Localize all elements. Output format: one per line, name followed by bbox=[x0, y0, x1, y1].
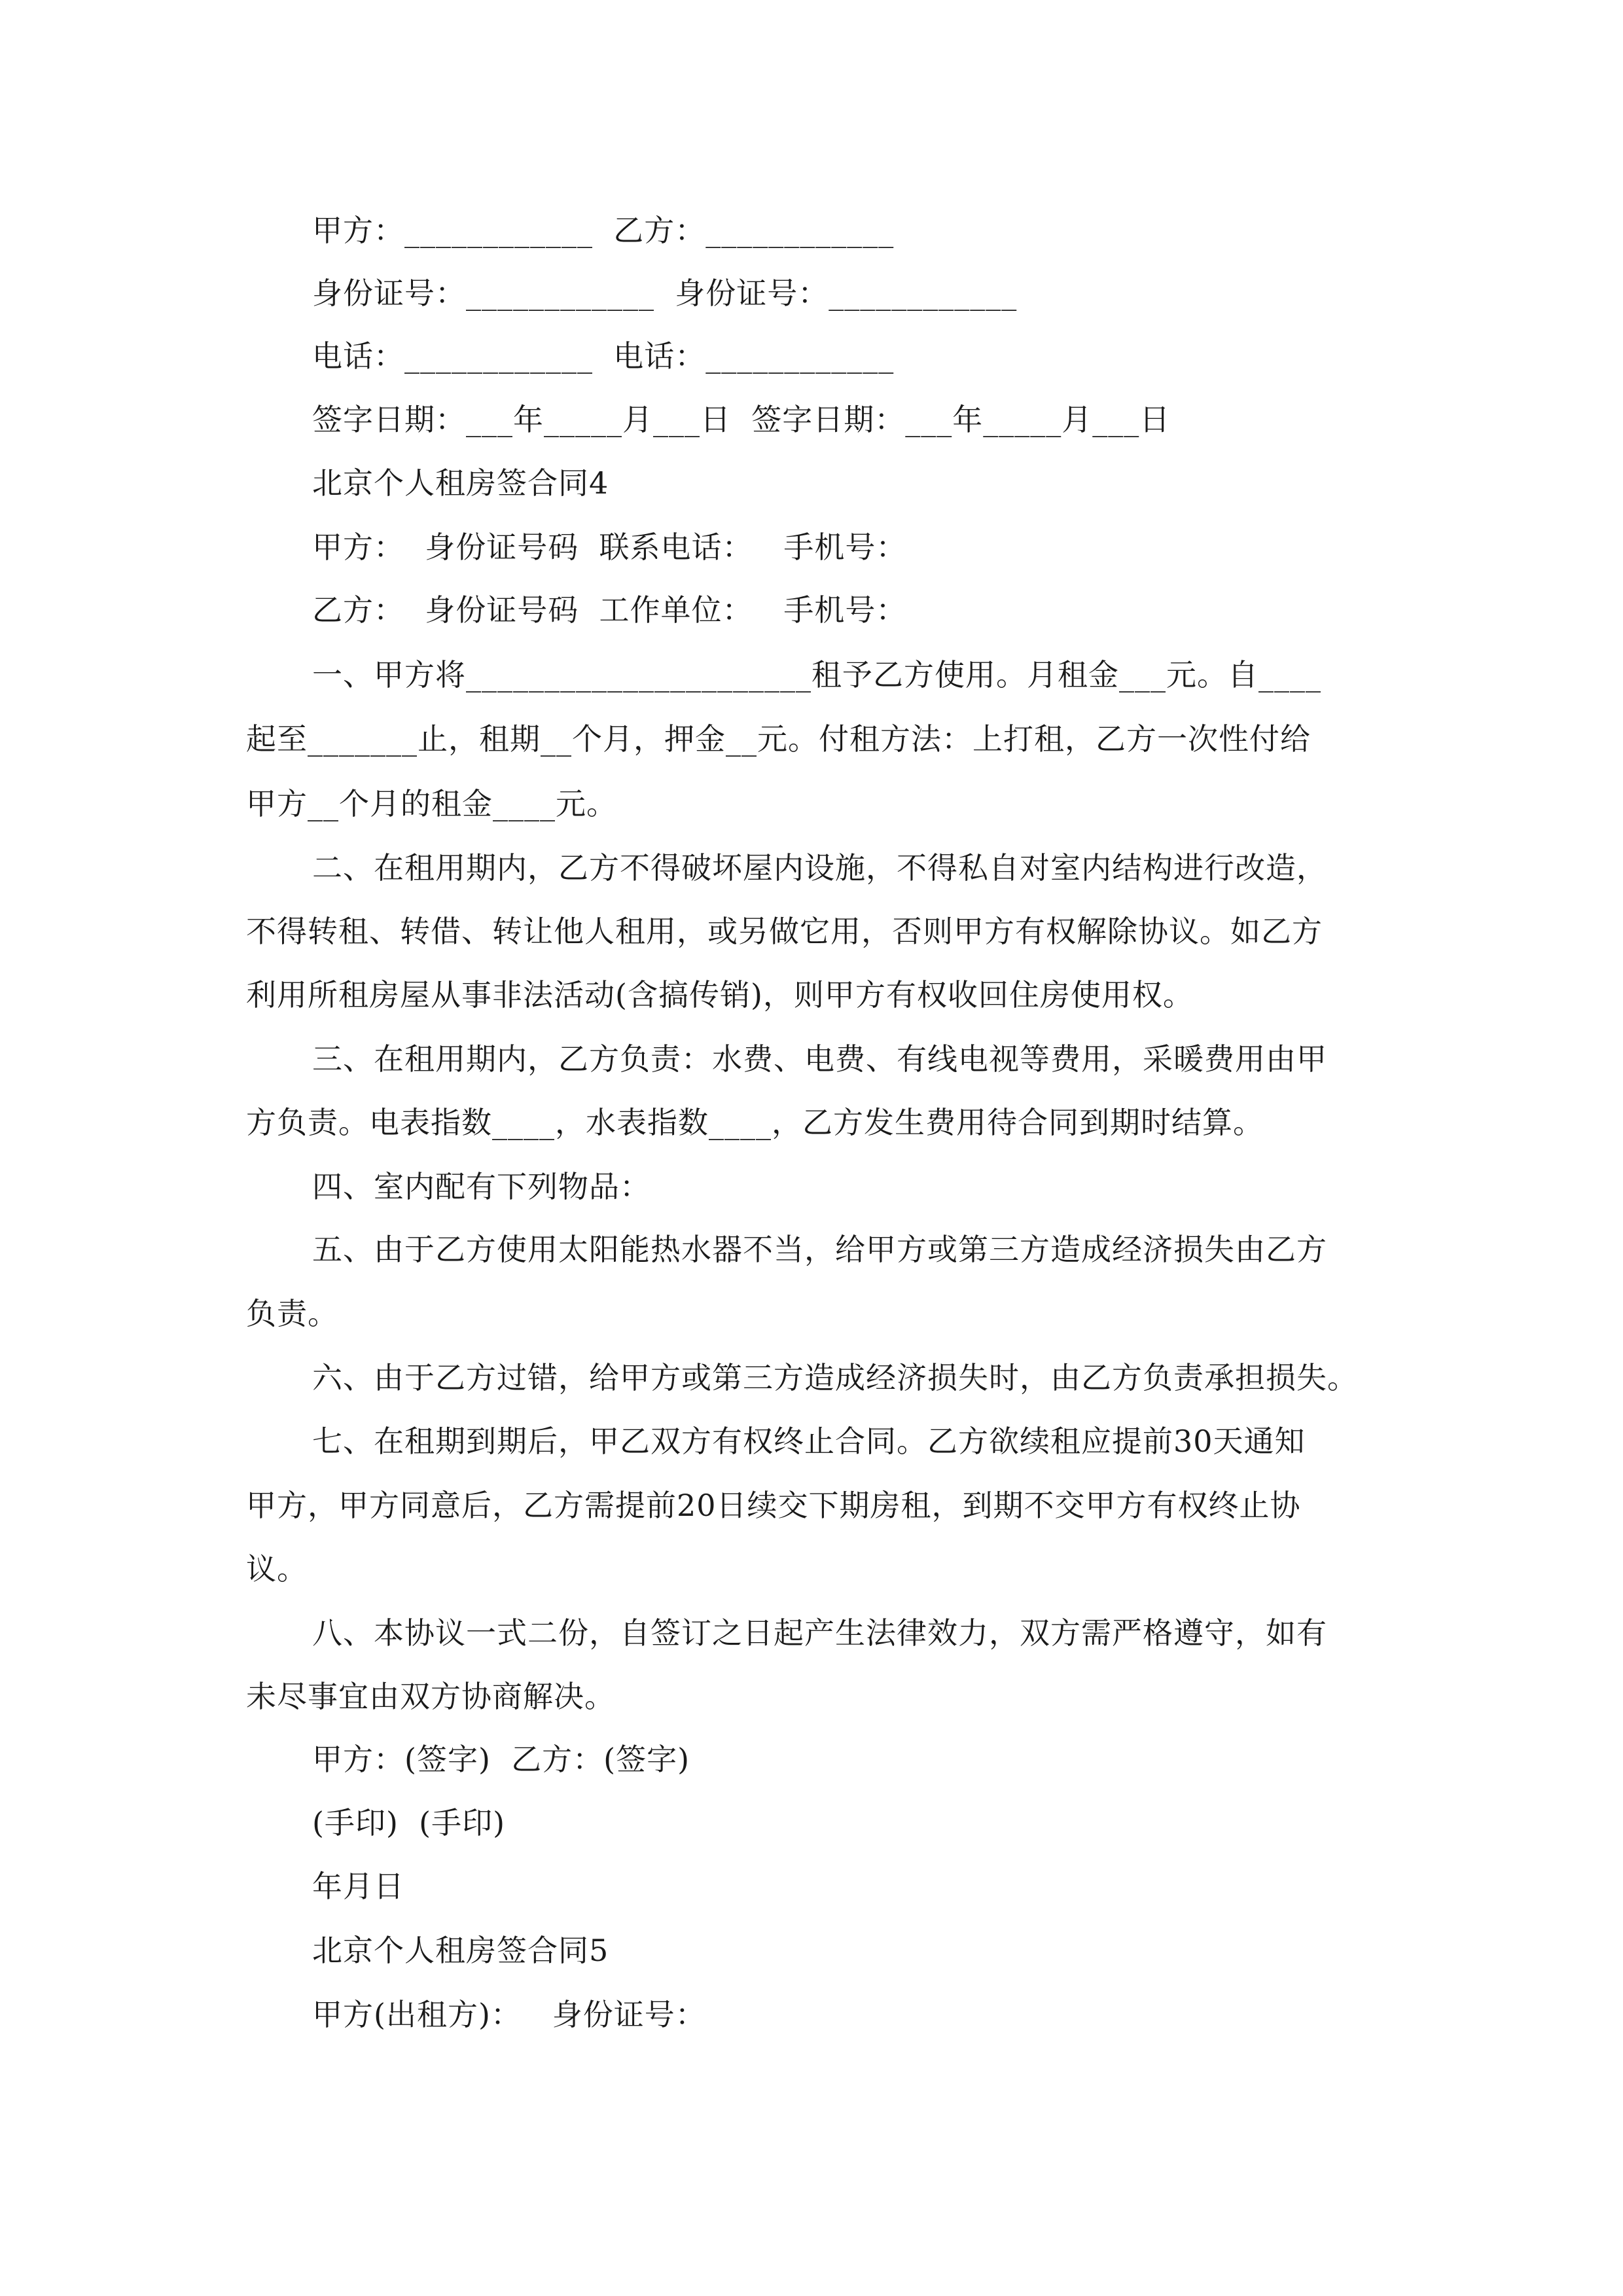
clause-5-line-1: 五、由于乙方使用太阳能热水器不当，给甲方或第三方造成经济损失由乙方 bbox=[312, 1232, 1327, 1267]
clause-8-line-2: 未尽事宜由双方协商解决。 bbox=[246, 1679, 615, 1714]
id-number-line: 身份证号：____________ 身份证号：____________ bbox=[312, 276, 1018, 311]
fingerprint-line: (手印) (手印) bbox=[312, 1805, 506, 1840]
party-b-info: 乙方： 身份证号码 工作单位： 手机号： bbox=[312, 592, 907, 628]
clause-1-line-1: 一、甲方将______________________租予乙方使用。月租金___元。自____ bbox=[312, 657, 1321, 692]
clause-6-line-1: 六、由于乙方过错，给甲方或第三方造成经济损失时，由乙方负责承担损失。 bbox=[312, 1360, 1358, 1395]
clause-4-line-1: 四、室内配有下列物品： bbox=[312, 1169, 651, 1204]
clause-3-line-2: 方负责。电表指数____，水表指数____，乙方发生费用待合同到期时结算。 bbox=[246, 1105, 1264, 1140]
section-title-4: 北京个人租房签合同4 bbox=[312, 465, 609, 501]
clause-2-line-3: 利用所租房屋从事非法活动(含搞传销)，则甲方有权收回住房使用权。 bbox=[246, 977, 1194, 1013]
sign-date-line: 签字日期：___年_____月___日 签字日期：___年_____月___日 bbox=[312, 402, 1171, 437]
clause-2-line-2: 不得转租、转借、转让他人租用，或另做它用，否则甲方有权解除协议。如乙方 bbox=[246, 914, 1323, 949]
section-title-5: 北京个人租房签合同5 bbox=[312, 1933, 609, 1968]
lessor-info: 甲方(出租方)： 身份证号： bbox=[312, 1997, 706, 2032]
party-name-line: 甲方：____________ 乙方：____________ bbox=[312, 213, 895, 248]
clause-7-line-3: 议。 bbox=[246, 1551, 308, 1587]
clause-2-line-1: 二、在租用期内，乙方不得破坏屋内设施，不得私自对室内结构进行改造， bbox=[312, 850, 1327, 886]
phone-line: 电话：____________ 电话：____________ bbox=[312, 338, 895, 374]
clause-5-line-2: 负责。 bbox=[246, 1296, 338, 1331]
clause-7-line-1: 七、在租期到期后，甲乙双方有权终止合同。乙方欲续租应提前30天通知 bbox=[312, 1424, 1306, 1459]
signature-line: 甲方：(签字) 乙方：(签字) bbox=[312, 1742, 690, 1777]
clause-1-line-3: 甲方__个月的租金____元。 bbox=[246, 786, 617, 821]
date-line: 年月日 bbox=[312, 1869, 404, 1904]
clause-7-line-2: 甲方，甲方同意后，乙方需提前20日续交下期房租，到期不交甲方有权终止协 bbox=[246, 1488, 1301, 1523]
clause-8-line-1: 八、本协议一式二份，自签订之日起产生法律效力，双方需严格遵守，如有 bbox=[312, 1615, 1327, 1651]
clause-3-line-1: 三、在租用期内，乙方负责：水费、电费、有线电视等费用，采暖费用由甲 bbox=[312, 1041, 1327, 1077]
party-a-info: 甲方： 身份证号码 联系电话： 手机号： bbox=[312, 529, 907, 565]
clause-1-line-2: 起至_______止，租期__个月，押金__元。付租方法：上打租，乙方一次性付给 bbox=[246, 721, 1311, 757]
